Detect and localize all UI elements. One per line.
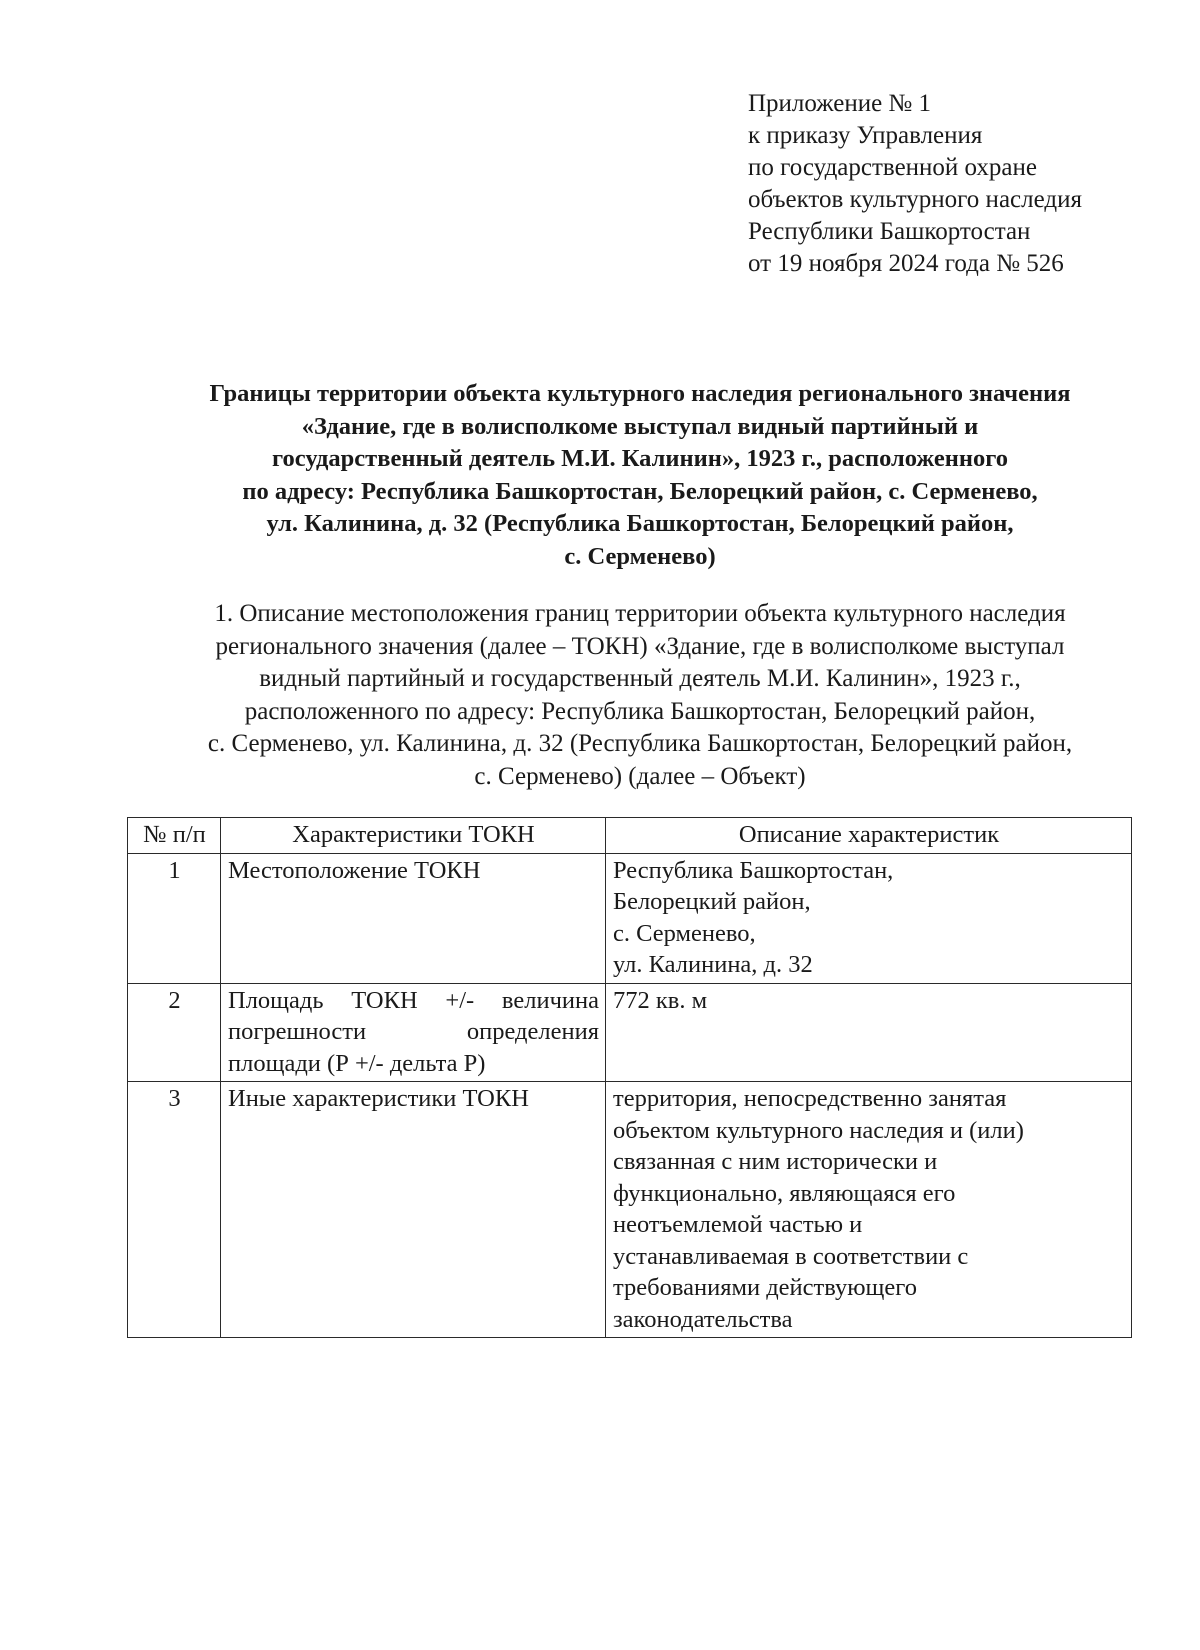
- description-line: с. Серменево) (далее – Объект): [474, 762, 806, 790]
- description-line: расположенного по адресу: Республика Башкортостан, Белорецкий район,: [244, 697, 1036, 725]
- description-line: видный партийный и государственный деятель М.И. Калинин», 1923 г.,: [259, 665, 1021, 692]
- description-line: с. Серменево, ул. Калинина, д. 32 (Республика Башкортостан, Белорецкий район,: [207, 730, 1073, 757]
- document-title: [110, 378, 1170, 573]
- title-line: по адресу: Республика Башкортостан, Белорецкий район, с. Серменево,: [242, 477, 1038, 505]
- description-text-line: законодательства: [613, 1305, 793, 1333]
- appendix-line: от 19 ноября 2024 года № 526: [748, 250, 1064, 277]
- header-description: Описание характеристик: [606, 818, 1132, 854]
- appendix-line: к приказу Управления: [748, 122, 983, 149]
- title-line: с. Серменево): [564, 542, 716, 570]
- row-number: 2: [128, 983, 221, 1082]
- description-line: регионального значения (далее – ТОКН) «Здание, где в волисполкоме выступал: [215, 632, 1065, 660]
- table-row: [128, 983, 1132, 1082]
- appendix-line: Республики Башкортостан: [748, 218, 1031, 245]
- header-number: № п/п: [128, 818, 221, 854]
- row-characteristic: Иные характеристики ТОКН: [221, 1082, 606, 1338]
- appendix-reference: [748, 88, 1082, 280]
- appendix-line: Приложение № 1: [748, 90, 932, 117]
- description-text-line: ул. Калинина, д. 32: [613, 951, 813, 978]
- title-line: Границы территории объекта культурного наследия регионального значения: [209, 380, 1071, 407]
- description-text-line: территория, непосредственно занятая: [613, 1085, 1007, 1112]
- description-text-line: функционально, являющаяся его: [613, 1179, 956, 1207]
- section-description: [110, 598, 1170, 793]
- row-description: [606, 983, 1132, 1082]
- row-description: [606, 1082, 1132, 1338]
- appendix-line: объектов культурного наследия: [748, 186, 1082, 213]
- table-row: [128, 853, 1132, 983]
- description-text-line: с. Серменево,: [613, 919, 756, 947]
- description-text-line: Республика Башкортостан,: [613, 856, 894, 884]
- title-line: «Здание, где в волисполкоме выступал видный партийный и: [301, 412, 979, 440]
- description-text-line: неотъемлемой частью и: [613, 1211, 863, 1238]
- title-line: государственный деятель М.И. Калинин», 1923 г., расположенного: [272, 445, 1008, 472]
- description-text-line: 772 кв. м: [613, 986, 708, 1014]
- description-line: 1. Описание местоположения границ территории объекта культурного наследия: [214, 600, 1066, 627]
- row-description: [606, 853, 1132, 983]
- table-header-row: [128, 818, 1132, 854]
- row-number: 3: [128, 1082, 221, 1338]
- header-characteristic: Характеристики ТОКН: [221, 818, 606, 854]
- description-text-line: объектом культурного наследия и (или): [613, 1116, 1024, 1144]
- row-characteristic: Площадь ТОКН +/- величина погрешности определения площади (Р +/- дельта Р): [221, 983, 606, 1082]
- row-characteristic: Местоположение ТОКН: [221, 853, 606, 983]
- description-text-line: требованиями действующего: [613, 1274, 917, 1301]
- description-text-line: связанная с ним исторически и: [613, 1148, 938, 1175]
- row-number: 1: [128, 853, 221, 983]
- description-text-line: устанавливаемая в соответствии с: [613, 1242, 969, 1270]
- characteristics-table: [127, 817, 1132, 1338]
- description-text-line: Белорецкий район,: [613, 888, 811, 915]
- table-row: [128, 1082, 1132, 1338]
- title-line: ул. Калинина, д. 32 (Республика Башкортостан, Белорецкий район,: [266, 510, 1014, 537]
- appendix-line: по государственной охране: [748, 154, 1038, 181]
